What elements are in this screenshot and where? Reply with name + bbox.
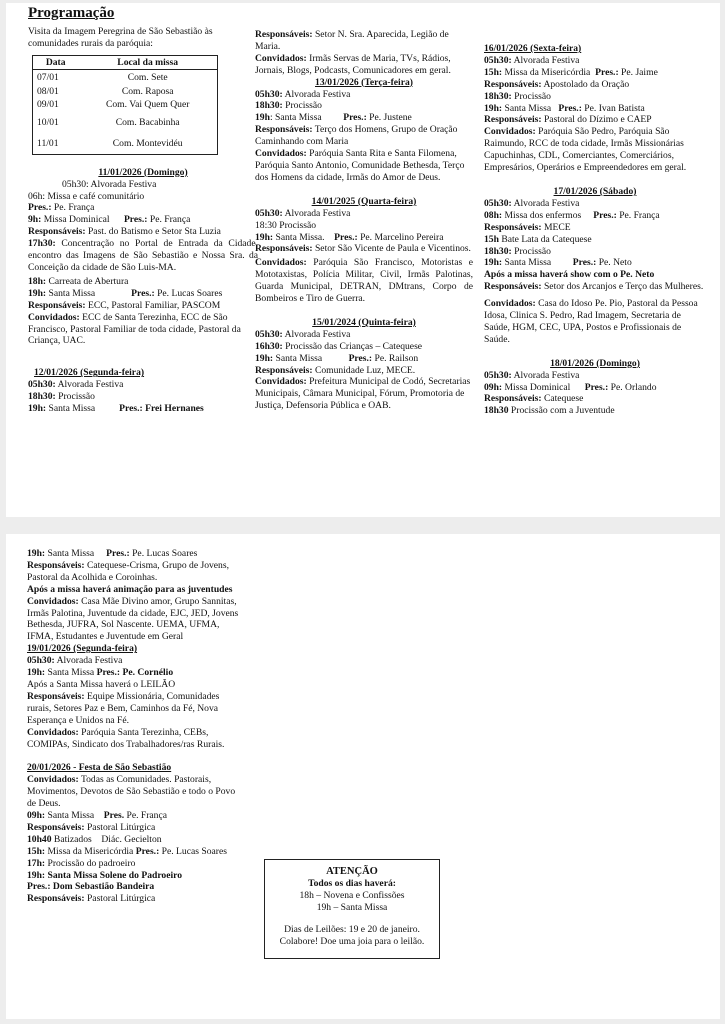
column-two	[255, 29, 473, 412]
schedule-line: Responsáveis: Comunidade Luz, MECE.	[255, 364, 416, 376]
table-cell: Com. Raposa	[121, 86, 174, 98]
schedule-line: 18h30: Procissão	[484, 90, 551, 102]
schedule-line: Responsáveis: Past. do Batismo e Setor Sta Luzia	[28, 226, 221, 238]
day-heading: 15/01/2024 (Quinta-feira)	[312, 316, 416, 328]
schedule-line: 19h: Santa Missa Pres.: Pe. Lucas Soares	[27, 548, 198, 559]
table-cell: 10/01	[37, 116, 59, 128]
schedule-line: Convidados: Prefeitura Municipal de Codó, Secretarias Municipais, Câmara Municipal, Fórum, Promotoria de Justiça, Defensoria Pública e OAB.	[255, 376, 471, 412]
day-heading: 13/01/2026 (Terça-feira)	[315, 76, 413, 88]
schedule-line: Responsáveis: ECC, Pastoral Familiar, PASCOM	[28, 299, 221, 311]
day-heading: 19/01/2026 (Segunda-feira)	[27, 643, 138, 655]
table-cell: Com. Sete	[127, 71, 168, 83]
schedule-line: Pres.: Pe. França	[28, 202, 95, 214]
schedule-line: Responsáveis: Setor N. Sra. Aparecida, Legião de Maria.	[255, 29, 449, 52]
schedule-line: 05h30: Alvorada Festiva	[255, 207, 351, 219]
visit-table	[32, 55, 218, 155]
attention-title: ATENÇÃO	[326, 866, 378, 877]
day-heading: 12/01/2026 (Segunda-feira)	[34, 367, 145, 379]
table-row	[33, 86, 218, 99]
schedule-line: Responsáveis: Apostolado da Oração	[484, 78, 630, 90]
day-heading: 16/01/2026 (Sexta-feira)	[484, 43, 582, 54]
schedule-line: Convidados: Paróquia São Francisco, Motoristas e Mototaxistas, Polícia Militar, Civil, Irmãs Palotinas, Guarda Municipal, DETRAN, DMtrans, Corpo de Bombeiros e Tiro de Guerra.	[255, 257, 473, 305]
schedule-line: Responsáveis: Pastoral Litúrgica	[27, 821, 156, 833]
schedule-line: 15h: Missa da Misericórdia Pres.: Pe. Jaime	[484, 66, 658, 78]
schedule-line: 19h: Santa Missa Pres.: Frei Hernanes	[28, 403, 204, 415]
schedule-line: 18h30 Procissão com a Juventude	[484, 405, 615, 417]
schedule-line: Após a missa haverá animação para as juventudes	[27, 583, 233, 595]
schedule-line: 19h: Santa Missa Solene do Padroeiro	[27, 869, 183, 881]
schedule-line: 17h: Procissão do padroeiro	[27, 857, 136, 869]
table-row	[33, 69, 218, 86]
schedule-line: Responsáveis: Setor dos Arcanjos e Terço das Mulheres.	[484, 281, 704, 293]
table-cell: Com. Vai Quem Quer	[105, 99, 190, 111]
schedule-line: 05h30: Alvorada Festiva	[28, 379, 124, 391]
schedule-line: Responsáveis: MECE	[484, 221, 571, 233]
table-header: Data	[33, 55, 79, 69]
schedule-line: 16h30: Procissão das Crianças – Catequese	[255, 340, 423, 352]
page-title: Programação	[28, 5, 115, 21]
schedule-line: Convidados: Todas as Comunidades. Pastorais, Movimentos, Devotos de São Sebastião e todo o Povo de Deus.	[27, 774, 236, 810]
schedule-line: Responsáveis: Catequese	[484, 393, 584, 405]
schedule-line: 19h: Santa Missa Pres.: Pe. Neto	[484, 257, 632, 269]
table-cell: 09/01	[37, 99, 59, 111]
schedule-line: 19h: Santa Missa Pres.: Pe. Railson	[255, 352, 419, 364]
schedule-line: 05h30: Alvorada Festiva	[27, 655, 123, 667]
schedule-line: 18h30: Procissão	[484, 245, 551, 257]
schedule-line: Convidados: Irmãs Servas de Maria, TVs, Rádios, Jornais, Blogs, Podcasts, Comunicadores em geral.	[255, 52, 451, 76]
schedule-line: 05h30: Alvorada Festiva	[255, 328, 351, 340]
table-cell: 11/01	[37, 137, 59, 149]
day-heading: 14/01/2025 (Quarta-feira)	[311, 195, 417, 207]
attention-line: 18h – Novena e Confissões	[299, 890, 405, 901]
column-three	[484, 43, 706, 417]
intro-line: comunidades rurais da paróquia:	[28, 37, 153, 49]
schedule-line: 19h: Santa Missa. Pres.: Pe. Marcelino Pereira	[255, 231, 444, 243]
schedule-line: Convidados: Paróquia Santa Rita e Santa Filomena, Paróquia Santo Antonio, Comunidade Bethesda, Terço dos Homens da cidade, Irmãs do Amor de Deus.	[255, 148, 465, 183]
schedule-line: 15h Bate Lata da Catequese	[484, 233, 592, 245]
schedule-line: 10h40 Batizados Diác. Gecielton	[27, 833, 162, 845]
schedule-line: 18h: Carreata de Abertura	[28, 275, 129, 287]
table-row	[33, 112, 218, 134]
schedule-line: Convidados: Casa do Idoso Pe. Pio, Pastoral da Pessoa Idosa, Clinica S. Pedro, Rad Imagem, Secretaria de Saúde, HGM, CEC, UPA, Postos e Profissionais de Saúde.	[484, 298, 698, 345]
table-header: Local da missa	[78, 55, 217, 69]
attention-line: Colabore! Doe uma joia para o leilão.	[279, 936, 425, 947]
intro-line: Visita da Imagem Peregrina de São Sebastião às	[28, 26, 213, 37]
schedule-line: Convidados: Paróquia Santa Terezinha, CEBs, COMIPAs, Sindicato dos Trabalhadores/ras Rurais.	[27, 726, 225, 750]
table-header-row	[33, 55, 218, 69]
schedule-line: 18h30: Procissão	[28, 391, 95, 403]
schedule-line: 18:30 Procissão	[255, 219, 317, 231]
schedule-line: 19h: Santa Missa Pres.: Pe. Ivan Batista	[484, 102, 645, 114]
schedule-line: 09h: Santa Missa Pres. Pe. França	[27, 810, 168, 822]
attention-subtitle: Todos os dias haverá:	[308, 878, 396, 889]
schedule-line: Responsáveis: Terço dos Homens, Grupo de Oração Caminhando com Maria	[255, 124, 458, 148]
day-heading: 20/01/2026 - Festa de São Sebastião	[27, 762, 172, 774]
attention-line: 19h – Santa Missa	[316, 902, 388, 913]
schedule-line: 08h: Missa dos enfermos Pres.: Pe. França	[484, 209, 660, 221]
schedule-line: 09h: Missa Dominical Pres.: Pe. Orlando	[484, 381, 657, 393]
attention-box	[264, 859, 440, 959]
table-cell: 07/01	[37, 71, 59, 83]
day-heading: 11/01/2026 (Domingo)	[98, 166, 188, 178]
schedule-line: 9h: Missa Dominical Pres.: Pe. França	[28, 214, 191, 226]
schedule-line: 05h30: Alvorada Festiva	[484, 54, 580, 66]
schedule-line: Responsáveis: Equipe Missionária, Comunidades rurais, Setores Paz e Bem, Caminhos da Fé, Nova Esperança e Unidos na Fé.	[27, 690, 220, 726]
schedule-line: 06h: Missa e café comunitário	[28, 190, 145, 202]
schedule-line: Convidados: ECC de Santa Terezinha, ECC de São Francisco, Pastoral Familiar de toda cidade, Pastoral da Criança, UAC.	[28, 311, 241, 347]
schedule-line: Após a missa haverá show com o Pe. Neto	[484, 269, 655, 281]
schedule-line: Responsáveis: Pastoral Litúrgica	[27, 893, 156, 905]
column-one	[27, 548, 245, 905]
table-row	[33, 134, 218, 155]
page-one	[6, 3, 720, 517]
schedule-line: 19h: Santa Missa Pres.: Pe. Justene	[255, 112, 412, 124]
schedule-line: Convidados: Casa Mãe Divino amor, Grupo Sannitas, Irmãs Palotina, Juventude da cidade, EJC, JED, Jovens Bethesda, JUFRA, Sol Nascente. UEMA, UFMA, IFMA, Estudantes e Juventude em Geral	[27, 595, 239, 643]
schedule-line: 05h30: Alvorada Festiva	[484, 197, 580, 209]
table-row	[33, 99, 218, 112]
column-one	[28, 4, 258, 415]
schedule-line: 05h30: Alvorada Festiva	[484, 369, 580, 381]
schedule-line: 15h: Missa da Misericórdia Pres.: Pe. Lucas Soares	[27, 845, 227, 857]
schedule-line: Após a Santa Missa haverá o LEILÃO	[27, 678, 176, 690]
schedule-line: 19h: Santa Missa Pres.: Pe. Cornélio	[27, 667, 174, 679]
schedule-line: 19h: Santa Missa Pres.: Pe. Lucas Soares	[28, 287, 223, 299]
schedule-line: 18h30: Procissão	[255, 100, 322, 112]
day-heading: 17/01/2026 (Sábado)	[553, 185, 637, 197]
schedule-line: Responsáveis: Pastoral do Dízimo e CAEP	[484, 114, 652, 126]
schedule-line: Convidados: Paróquia São Pedro, Paróquia São Raimundo, RCC de toda cidade, Irmãs Missionárias Capuchinhas, CDL, Comerciantes, Comerciários, Empresários, Operários e Empreendedores em geral.	[484, 126, 687, 174]
table-cell: 08/01	[37, 86, 59, 98]
schedule-line: 05h30: Alvorada Festiva	[62, 178, 157, 190]
day-heading: 18/01/2026 (Domingo)	[550, 357, 640, 369]
schedule-line: 05h30: Alvorada Festiva	[255, 88, 351, 100]
table-cell: Com. Bacabinha	[115, 116, 180, 128]
schedule-line: Responsáveis: Catequese-Crisma, Grupo de Jovens, Pastoral da Acolhida e Coroinhas.	[27, 559, 229, 583]
schedule-line: Responsáveis: Setor São Vicente de Paula e Vicentinos.	[255, 243, 471, 255]
page-two	[6, 534, 720, 1019]
attention-line: Dias de Leilões: 19 e 20 de janeiro.	[284, 924, 420, 935]
schedule-line: Pres.: Dom Sebastião Bandeira	[27, 881, 155, 893]
table-cell: Com. Montevidéu	[112, 137, 183, 149]
schedule-line: 17h30: Concentração no Portal de Entrada da Cidade, encontro das Imagens de São Sebastião e Nossa Sra. da Conceição da cidade de São Luis-MA.	[28, 238, 258, 273]
